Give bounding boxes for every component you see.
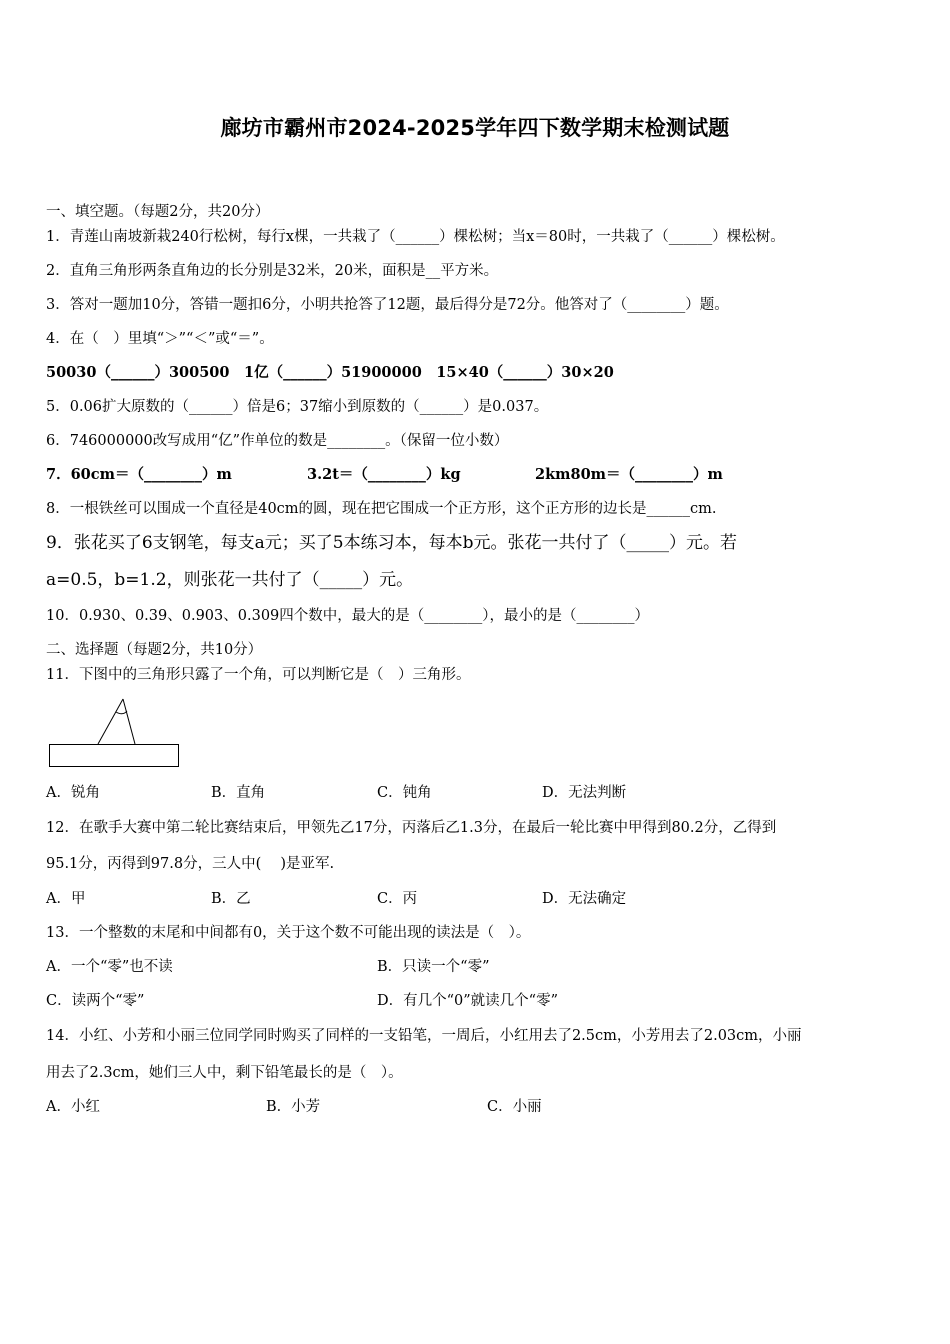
question-2: 2．直角三角形两条直角边的长分别是32米，20米，面积是__平方米。 bbox=[46, 263, 499, 279]
question-5: 5．0.06扩大原数的（______）倍是6；37缩小到原数的（______）是0.037。 bbox=[46, 399, 549, 415]
triangle-right-side bbox=[123, 699, 135, 744]
section1-heading: 一、填空题。（每题2分，共20分） bbox=[46, 204, 270, 220]
question-7b: 3.2t＝（________）kg bbox=[307, 466, 461, 483]
question-4-items: 50030（______）300500 1亿（______）51900000 15×40（______）30×20 bbox=[46, 364, 614, 381]
question-7c: 2km80m＝（________）m bbox=[535, 466, 723, 483]
triangle-left-side bbox=[98, 699, 123, 744]
q13-option-b[interactable]: B．只读一个“零” bbox=[377, 959, 490, 975]
q11-option-a[interactable]: A．锐角 bbox=[46, 785, 100, 801]
question-9-line1: 9．张花买了6支钢笔，每支a元；买了5本练习本，每本b元。张花一共付了（_____）元。若 bbox=[46, 533, 737, 553]
covering-rectangle bbox=[50, 745, 179, 767]
question-8: 8．一根铁丝可以围成一个直径是40cm的圆，现在把它围成一个正方形，这个正方形的边长是______cm. bbox=[46, 501, 717, 517]
question-13: 13．一个整数的末尾和中间都有0，关于这个数不可能出现的读法是（ ）。 bbox=[46, 925, 531, 941]
section2-heading: 二、选择题（每题2分，共10分） bbox=[46, 642, 263, 658]
q11-option-b[interactable]: B．直角 bbox=[211, 785, 266, 801]
question-7a: 7．60cm＝（________）m bbox=[46, 466, 232, 483]
question-1: 1．青莲山南坡新栽240行松树，每行x棵，一共栽了（______）棵松树；当x＝80时，一共栽了（______）棵松树。 bbox=[46, 229, 785, 245]
question-12-line1: 12．在歌手大赛中第二轮比赛结束后，甲领先乙17分，丙落后乙1.3分，在最后一轮比赛中甲得到80.2分，乙得到 bbox=[46, 820, 777, 836]
triangle-figure bbox=[46, 694, 186, 774]
question-12-line2: 95.1分，丙得到97.8分，三人中( )是亚军. bbox=[46, 856, 335, 872]
q12-option-b[interactable]: B．乙 bbox=[211, 891, 251, 907]
q12-option-d[interactable]: D．无法确定 bbox=[542, 891, 627, 907]
question-14-line1: 14．小红、小芳和小丽三位同学同时购买了同样的一支铅笔，一周后，小红用去了2.5cm，小芳用去了2.03cm，小丽 bbox=[46, 1028, 802, 1044]
q13-option-a[interactable]: A．一个“零”也不读 bbox=[46, 959, 173, 975]
page-title: 廊坊市霸州市2024-2025学年四下数学期末检测试题 bbox=[220, 116, 730, 140]
q13-option-d[interactable]: D．有几个“0”就读几个“零” bbox=[377, 993, 559, 1009]
q12-option-c[interactable]: C．丙 bbox=[377, 891, 418, 907]
question-6: 6．746000000改写成用“亿”作单位的数是________。（保留一位小数） bbox=[46, 433, 509, 449]
q13-option-c[interactable]: C．读两个“零” bbox=[46, 993, 145, 1009]
question-10: 10．0.930、0.39、0.903、0.309四个数中，最大的是（________），最小的是（________） bbox=[46, 608, 650, 624]
q14-option-a[interactable]: A．小红 bbox=[46, 1099, 100, 1115]
question-3: 3．答对一题加10分，答错一题扣6分，小明共抢答了12题，最后得分是72分。他答对了（________）题。 bbox=[46, 297, 729, 313]
q14-option-c[interactable]: C．小丽 bbox=[487, 1099, 542, 1115]
question-11: 11．下图中的三角形只露了一个角，可以判断它是（ ）三角形。 bbox=[46, 667, 471, 683]
q11-option-c[interactable]: C．钝角 bbox=[377, 785, 432, 801]
question-4: 4．在（ ）里填“＞”“＜”或“＝”。 bbox=[46, 331, 274, 347]
q14-option-b[interactable]: B．小芳 bbox=[266, 1099, 321, 1115]
question-9-line2: a=0.5，b=1.2，则张花一共付了（_____）元。 bbox=[46, 570, 414, 590]
q11-option-d[interactable]: D．无法判断 bbox=[542, 785, 627, 801]
q12-option-a[interactable]: A．甲 bbox=[46, 891, 86, 907]
angle-arc bbox=[116, 711, 127, 714]
question-14-line2: 用去了2.3cm，她们三人中，剩下铅笔最长的是（ ）。 bbox=[46, 1065, 403, 1081]
